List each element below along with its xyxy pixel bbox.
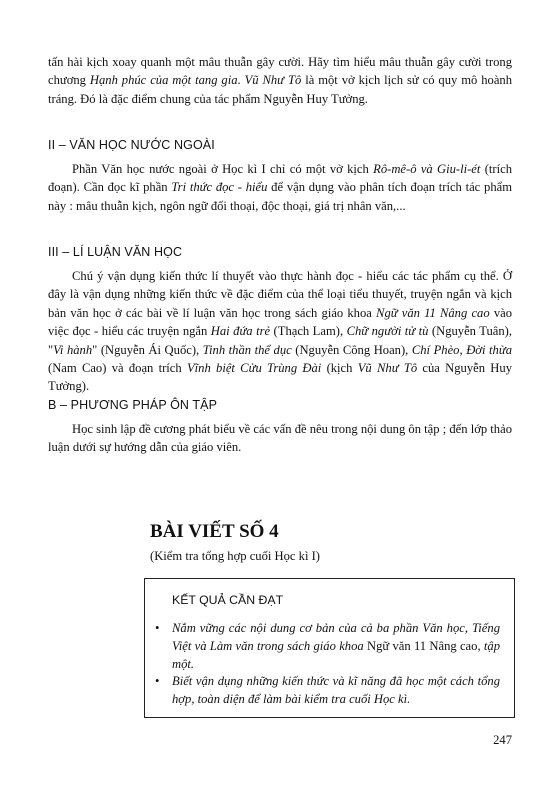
review-method-paragraph: Học sinh lập đề cương phát biểu về các vấn đề nêu trong nội dung ôn tập ; đến lớp thảo luận dưới sự hướng dẫn của giáo viên.: [48, 422, 512, 455]
text-run: Phần Văn học nước ngoài ở Học kì I chỉ có một vở kịch: [72, 162, 374, 176]
lesson-title: BÀI VIẾT SỐ 4: [150, 521, 279, 542]
text-run: (kịch: [321, 361, 358, 376]
italic-run: Nắm vững các nội dung cơ bản của cả ba phần Văn học, Tiếng Việt và Làm văn trong sách giáo khoa: [172, 621, 500, 653]
section-heading-foreign-literature: II – VĂN HỌC NƯỚC NGOÀI: [48, 138, 215, 152]
italic-run: Tinh thần thể dục: [202, 342, 292, 357]
italic-run: Biết vận dụng những kiến thức và kĩ năng đã học một cách tổng hợp, toàn diện để làm bài kiểm tra cuối Học kì.: [172, 674, 500, 706]
text-run: tấn hài kịch xoay quanh một mâu thuẫn gây cười. Hãy tìm hiểu mâu thuẫn gây cười trong chương: [48, 55, 512, 88]
text-run: (trích đoạn). Cần đọc kĩ phần: [48, 162, 513, 195]
text-run: (Nam Cao) và đoạn trích: [48, 361, 187, 376]
text-run: để vận dụng vào phân tích đoạn trích tác phẩm này : mâu thuẫn kịch, ngôn ngữ đối thoại, độc thoại, giá trị nhân văn,...: [48, 180, 513, 213]
italic-run: Chí Phèo: [411, 342, 460, 357]
text-run: " (Nguyễn Ái Quốc),: [92, 342, 203, 357]
text-run: (Nguyễn Công Hoan),: [291, 342, 412, 357]
intro-paragraph: [48, 53, 512, 108]
italic-run: Vũ Như Tô: [244, 73, 302, 88]
italic-run: Vĩnh biệt Cửu Trùng Đài: [186, 361, 322, 376]
section-heading-literary-theory: III – LÍ LUẬN VĂN HỌC: [48, 245, 183, 259]
text-run: (Thạch Lam),: [270, 324, 347, 339]
text-run: .: [237, 73, 245, 88]
italic-run: Ngữ văn 11 Nâng cao: [376, 305, 490, 320]
foreign-literature-paragraph: [48, 160, 512, 215]
text-run: Ngữ văn 11 Nâng cao: [366, 639, 478, 653]
bullet-icon: •: [155, 674, 160, 688]
section-heading-review-method: B – PHƯƠNG PHÁP ÔN TẬP: [48, 398, 218, 412]
lesson-subtitle: (Kiểm tra tổng hợp cuối Học kì I): [150, 549, 320, 563]
italic-run: Tri thức đọc - hiểu: [171, 180, 268, 195]
text-run: Chú ý vận dụng kiến thức lí thuyết vào thực hành đọc - hiểu các tác phẩm cụ thể. Ở đây là vận dụng những kiến thức về đặc điểm của thể loại tiểu thuyết, truyện ngắn và kịch bản văn học ở các bài về lí luận văn học trong sách giáo khoa: [48, 269, 512, 320]
literary-theory-paragraph: [48, 267, 512, 396]
italic-run: Đời thừa: [466, 342, 513, 357]
italic-run: Rô-mê-ô và Giu-li-ét: [373, 162, 481, 176]
italic-run: Vi hành: [53, 342, 93, 357]
text-run: ,: [459, 342, 467, 357]
italic-run: Hạnh phúc của một tang gia: [89, 73, 238, 88]
bullet-icon: •: [155, 621, 160, 635]
text-run: vào việc đọc - hiểu các truyện ngắn: [48, 305, 512, 339]
outcome-text: [155, 672, 500, 708]
page-number: 247: [493, 733, 512, 747]
italic-run: Hai đứa trẻ: [210, 324, 271, 339]
outcomes-heading: KẾT QUẢ CẦN ĐẠT: [172, 593, 284, 607]
text-run: của Nguyễn Huy Tưởng).: [48, 361, 512, 394]
outcome-item: [155, 672, 500, 708]
text-run: là một vở kịch lịch sử có quy mô hoành tráng. Đó là đặc điểm chung của tác phẩm Nguyễn Huy Tưởng.: [48, 73, 513, 106]
italic-run: , tập một.: [172, 639, 500, 671]
italic-run: Chữ người tử tù: [346, 324, 429, 339]
learning-outcomes-box: [144, 578, 515, 718]
text-run: (Nguyễn Tuân), ": [48, 324, 513, 357]
outcome-item: [155, 619, 500, 673]
outcome-text: [155, 619, 500, 673]
italic-run: Vũ Như Tô: [357, 361, 418, 376]
